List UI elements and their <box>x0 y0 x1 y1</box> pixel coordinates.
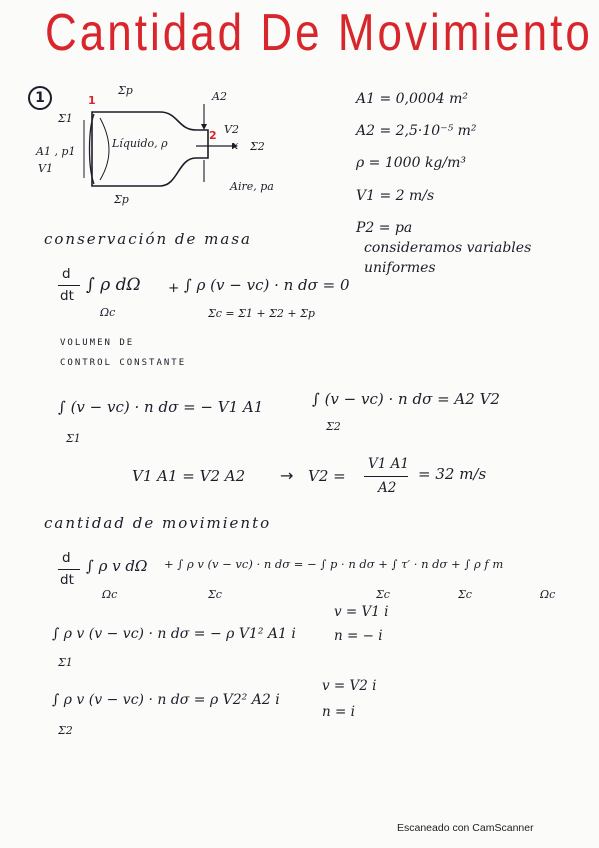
x-axis-label: x <box>232 139 239 152</box>
sigma1-normal: n = − i <box>334 628 383 644</box>
sigma2-velocity: v = V2 i <box>322 678 377 694</box>
mass-plus: + <box>168 280 180 296</box>
point-1-label: 1 <box>88 94 96 107</box>
sigma2-flux-integral: ∫ (v − vc) · n dσ = A2 V2 <box>312 390 500 408</box>
data-area-2: A2 = 2,5·10⁻⁵ m² <box>356 123 477 139</box>
mass-sigma-decomp: Σc = Σ1 + Σ2 + Σp <box>208 307 315 320</box>
page-title: Cantidad De Movimiento <box>45 4 593 62</box>
sigma2-momentum-integral: ∫ ρ v (v − vc) · n dσ = ρ V2² A2 i <box>52 692 280 708</box>
volume-note-2: CONTROL CONSTANTE <box>60 358 187 368</box>
note-line-2: uniformes <box>364 260 436 276</box>
inlet-props-label: A1 , p1 <box>36 145 76 158</box>
v2-lhs: V2 = <box>308 467 346 485</box>
data-velocity-1: V1 = 2 m/s <box>356 188 435 204</box>
sigma1-momentum-sub: Σ1 <box>58 656 73 669</box>
sigma2-normal: n = i <box>322 704 355 720</box>
inner-wall <box>100 118 109 180</box>
air-label: Aire, pa <box>230 180 274 193</box>
mass-volume-integral: ∫ ρ dΩ <box>86 275 141 295</box>
sigma1-velocity: v = V1 i <box>334 604 389 620</box>
continuity-equation: V1 A1 = V2 A2 <box>132 467 246 485</box>
mom-omega-sub: Ωc <box>102 588 118 601</box>
v2-fraction-bar <box>364 476 408 477</box>
v2-label: V2 <box>224 123 239 136</box>
v2-numerator: V1 A1 <box>368 456 409 472</box>
point-2-label: 2 <box>209 129 217 142</box>
scanner-watermark: Escaneado con CamScanner <box>397 822 534 834</box>
mom-sub-3: Σc <box>458 588 472 601</box>
sigma-1-label: Σ1 <box>58 112 73 125</box>
mom-volume-integral: ∫ ρ v dΩ <box>86 557 148 575</box>
a2-label: A2 <box>212 90 227 103</box>
v2-result: = 32 m/s <box>418 465 487 483</box>
mom-sub-4: Ωc <box>540 588 556 601</box>
a2-arrowhead <box>201 124 207 130</box>
liquid-label: Líquido, ρ <box>112 137 168 150</box>
section-mass-heading: conservación de masa <box>44 230 252 248</box>
mom-d: d <box>62 550 71 566</box>
inlet-velocity-label: V1 <box>38 162 53 175</box>
section-momentum-heading: cantidad de movimiento <box>44 514 272 532</box>
sigma1-flux-sub: Σ1 <box>66 432 81 445</box>
sigma1-flux-integral: ∫ (v − vc) · n dσ = − V1 A1 <box>58 398 264 416</box>
problem-number: 1 <box>28 86 52 110</box>
data-area-1: A1 = 0,0004 m² <box>356 91 468 107</box>
mass-dt: dt <box>60 288 74 304</box>
mom-sub-1: Σc <box>208 588 222 601</box>
sigma-2-label: Σ2 <box>250 140 265 153</box>
mass-d: d <box>62 266 71 282</box>
mass-omega-sub: Ωc <box>100 306 116 319</box>
mom-surface-terms: + ∫ ρ v (v − vc) · n dσ = − ∫ p · n dσ + ∫ τ′ · n dσ + ∫ ρ f m <box>164 557 504 571</box>
sigma1-momentum-integral: ∫ ρ v (v − vc) · n dσ = − ρ V1² A1 i <box>52 626 296 642</box>
mass-surface-integral: ∫ ρ (v − vc) · n dσ = 0 <box>184 276 350 294</box>
volume-note-1: VOLUMEN DE <box>60 338 135 348</box>
mom-dt: dt <box>60 572 74 588</box>
sigma-p-top-label: Σp <box>118 84 133 97</box>
mom-sub-2: Σc <box>376 588 390 601</box>
mom-fraction-bar <box>58 569 80 570</box>
sigma2-momentum-sub: Σ2 <box>58 724 73 737</box>
v2-denominator: A2 <box>378 480 397 496</box>
data-pressure-2: P2 = pa <box>356 220 413 236</box>
data-density: ρ = 1000 kg/m³ <box>356 155 466 171</box>
note-line-1: consideramos variables <box>364 240 532 256</box>
continuity-arrow: → <box>280 466 294 485</box>
mass-fraction-bar <box>58 285 80 286</box>
sigma-p-bottom-label: Σp <box>114 193 129 206</box>
sigma2-flux-sub: Σ2 <box>326 420 341 433</box>
